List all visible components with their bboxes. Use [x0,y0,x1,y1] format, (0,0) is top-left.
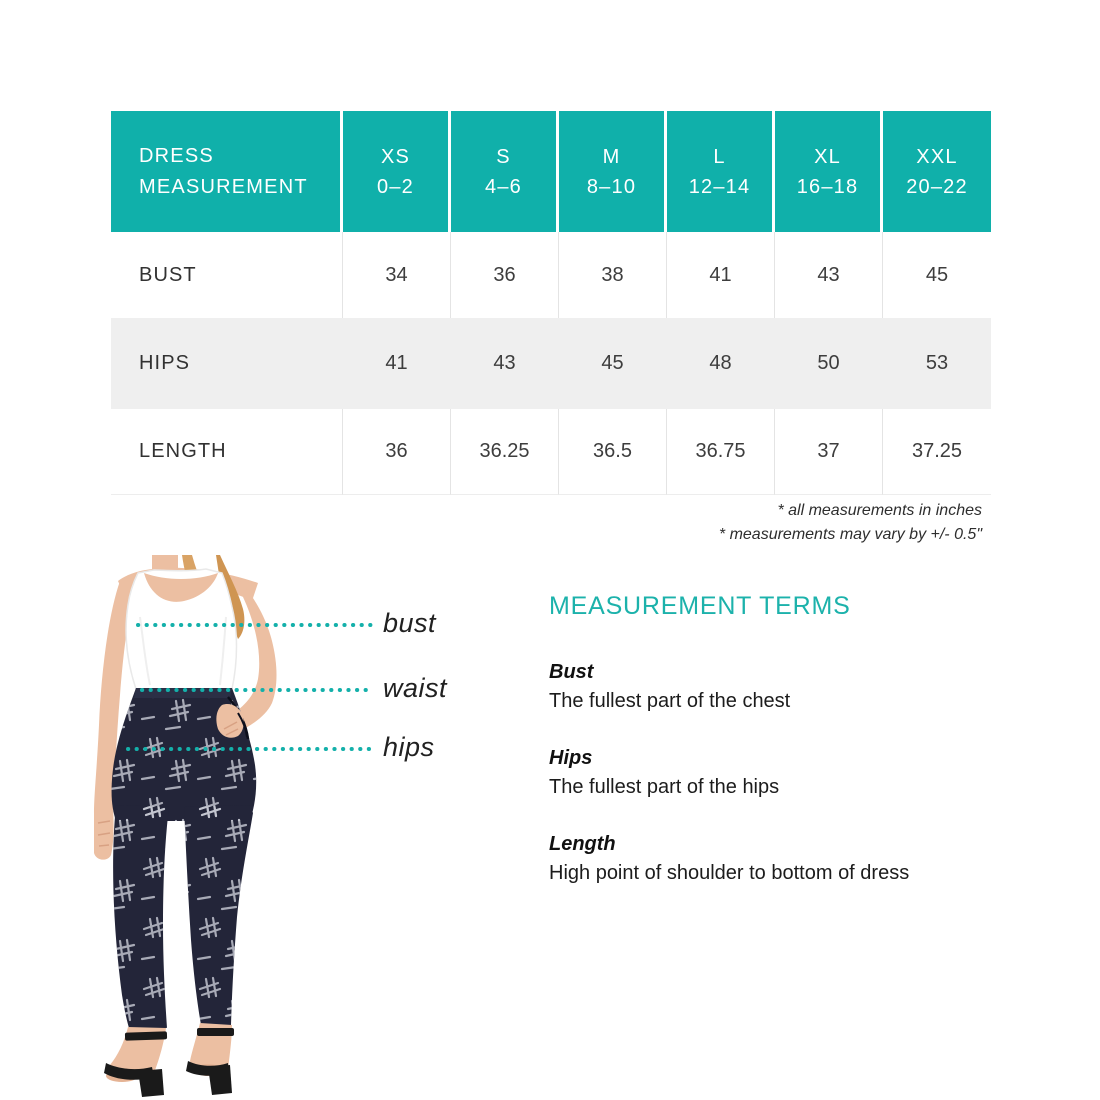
term-name: Hips [549,747,593,769]
table-row-hips [111,318,991,409]
cell-bust-xl: 43 [775,232,883,318]
footnote-tolerance: * measurements may vary by +/- 0.5" [718,526,982,543]
row-label: LENGTH [111,409,343,495]
column-header-xl [775,111,883,232]
size-name: XL [814,145,841,168]
cell-length-xs: 36 [343,409,451,495]
size-name: XS [380,145,411,168]
size-range: 16–18 [796,175,859,198]
term-name: Bust [549,661,594,683]
term-bust [549,658,1019,716]
cell-length-m: 36.5 [559,409,667,495]
term-definition: The fullest part of the hips [549,776,780,798]
measurement-terms-section [549,592,1019,916]
size-name: S [496,145,511,168]
row-label: BUST [111,232,343,318]
size-range: 0–2 [377,175,414,198]
column-header-l [667,111,775,232]
cell-bust-m: 38 [559,232,667,318]
bust-label: bust [383,608,437,638]
cell-hips-s: 43 [451,318,559,409]
size-name: XXL [916,145,958,168]
table-row-bust [111,232,991,318]
column-header-xxl [883,111,991,232]
cell-length-xl: 37 [775,409,883,495]
column-header-s [451,111,559,232]
footnote-units: * all measurements in inches [777,502,982,519]
cell-hips-xl: 50 [775,318,883,409]
size-name: M [602,145,621,168]
cell-bust-l: 41 [667,232,775,318]
table-title: DRESS MEASUREMENT [111,111,343,232]
cell-hips-xxl: 53 [883,318,991,409]
row-label: HIPS [111,318,343,409]
table-header-row [111,111,991,232]
column-header-xs [343,111,451,232]
cell-bust-s: 36 [451,232,559,318]
size-name: L [713,145,726,168]
cell-bust-xxl: 45 [883,232,991,318]
size-range: 20–22 [906,175,968,198]
terms-heading: MEASUREMENT TERMS [549,592,851,620]
cell-hips-m: 45 [559,318,667,409]
term-hips [549,744,1019,802]
cell-length-l: 36.75 [667,409,775,495]
table-row-length [111,409,991,495]
term-name: Length [549,833,616,855]
size-table-container [111,111,991,495]
term-length [549,830,1019,888]
size-table [111,111,991,495]
cell-hips-xs: 41 [343,318,451,409]
waist-label: waist [383,673,448,703]
term-definition: High point of shoulder to bottom of dress [549,862,910,884]
cell-hips-l: 48 [667,318,775,409]
cell-bust-xs: 34 [343,232,451,318]
size-range: 4–6 [485,175,522,198]
column-header-m [559,111,667,232]
cell-length-xxl: 37.25 [883,409,991,495]
term-definition: The fullest part of the chest [549,690,791,712]
size-range: 8–10 [586,175,637,198]
model-sandals [104,1023,234,1097]
hips-label: hips [383,732,435,762]
cell-length-s: 36.25 [451,409,559,495]
measurement-lines [125,618,377,756]
footnotes [719,499,982,547]
size-range: 12–14 [688,175,751,198]
